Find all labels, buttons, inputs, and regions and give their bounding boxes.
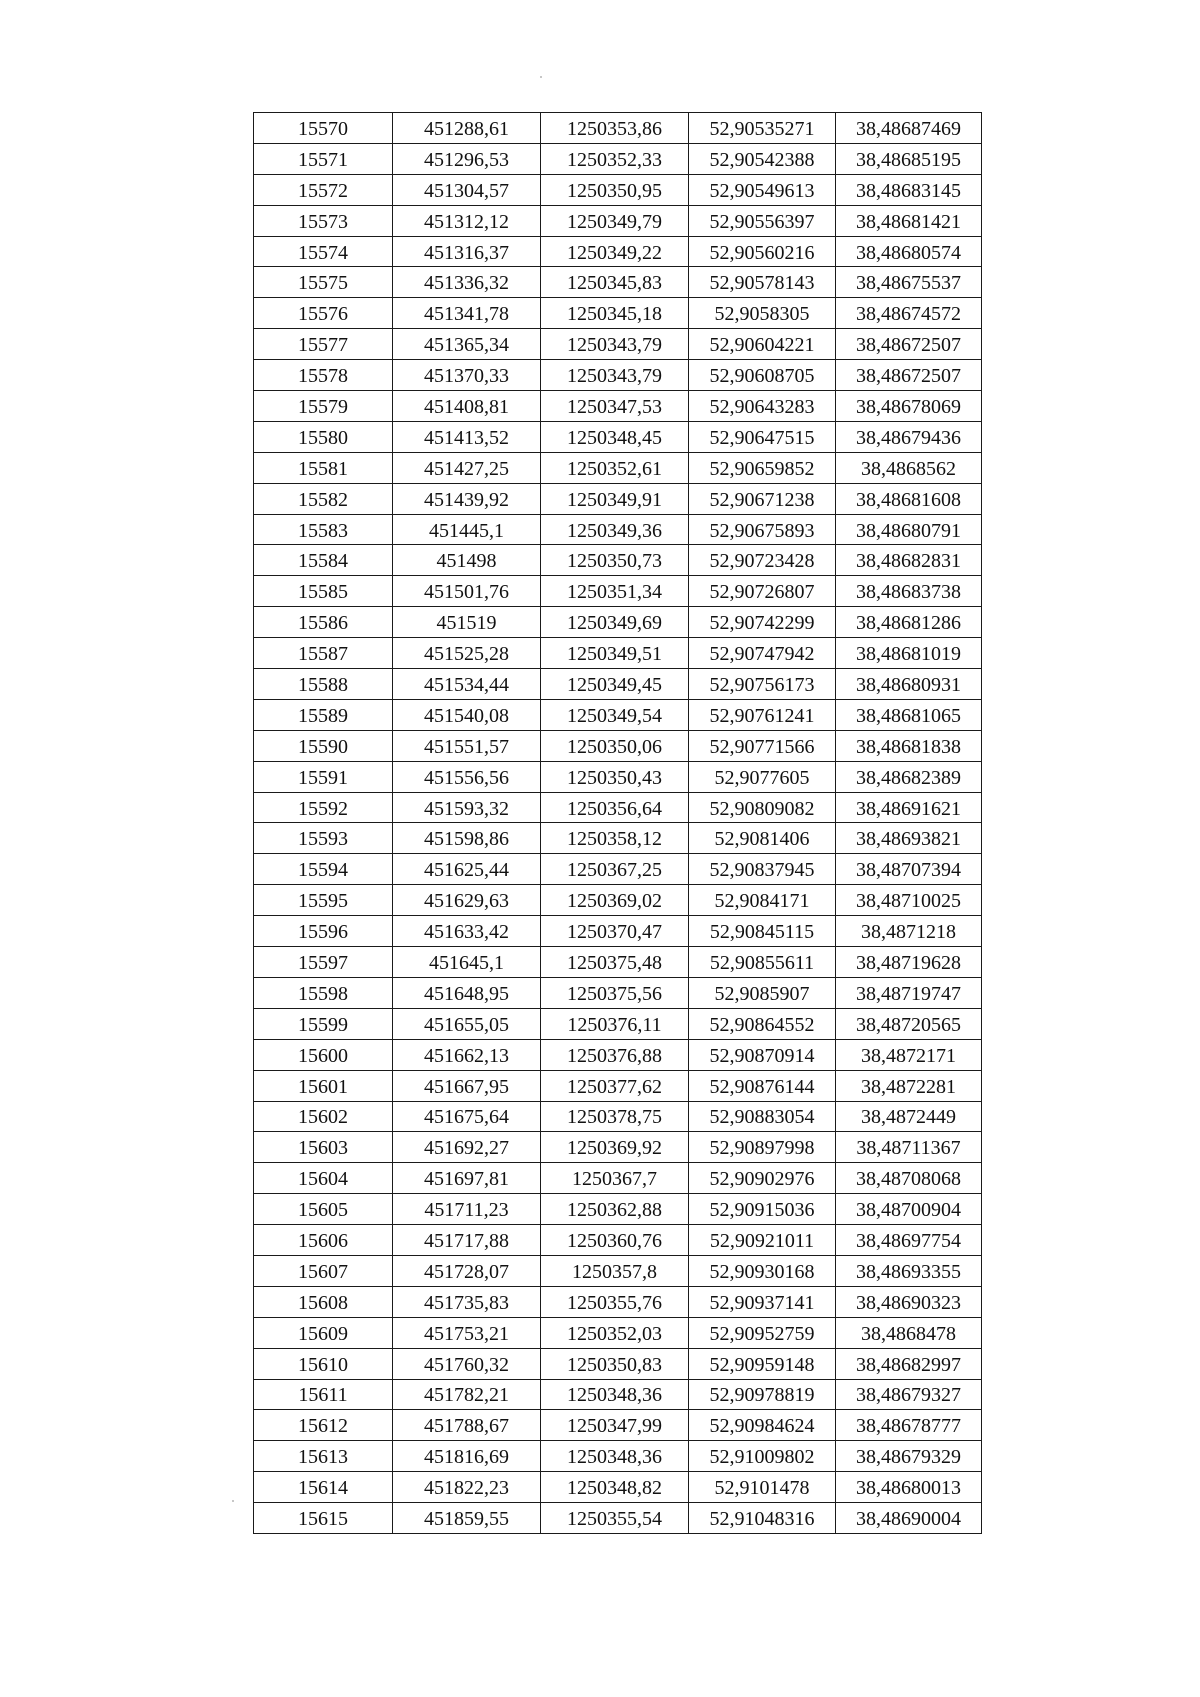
table-cell: 451760,32 xyxy=(393,1348,541,1379)
table-cell: 451296,53 xyxy=(393,143,541,174)
table-cell: 52,91048316 xyxy=(689,1503,836,1534)
table-cell: 1250350,95 xyxy=(541,174,689,205)
table-row xyxy=(254,1441,982,1472)
table-row xyxy=(254,1101,982,1132)
table-cell: 15586 xyxy=(254,607,393,638)
table-cell: 52,90747942 xyxy=(689,638,836,669)
table-row xyxy=(254,236,982,267)
table-cell: 38,48680013 xyxy=(836,1472,982,1503)
table-cell: 451697,81 xyxy=(393,1163,541,1194)
table-cell: 451675,64 xyxy=(393,1101,541,1132)
table-cell: 15612 xyxy=(254,1410,393,1441)
table-cell: 1250348,45 xyxy=(541,421,689,452)
table-cell: 451782,21 xyxy=(393,1379,541,1410)
table-cell: 15575 xyxy=(254,267,393,298)
table-row xyxy=(254,638,982,669)
table-cell: 38,48682997 xyxy=(836,1348,982,1379)
table-cell: 451753,21 xyxy=(393,1317,541,1348)
table-cell: 38,48683145 xyxy=(836,174,982,205)
table-cell: 451598,86 xyxy=(393,823,541,854)
table-cell: 38,48710025 xyxy=(836,885,982,916)
table-row xyxy=(254,576,982,607)
table-cell: 52,9058305 xyxy=(689,298,836,329)
table-row xyxy=(254,792,982,823)
table-cell: 451427,25 xyxy=(393,452,541,483)
table-cell: 38,48680931 xyxy=(836,669,982,700)
table-cell: 15597 xyxy=(254,947,393,978)
table-cell: 38,48682831 xyxy=(836,545,982,576)
table-row xyxy=(254,1317,982,1348)
table-cell: 1250350,43 xyxy=(541,761,689,792)
table-cell: 451341,78 xyxy=(393,298,541,329)
table-cell: 52,90549613 xyxy=(689,174,836,205)
table-cell: 38,48719628 xyxy=(836,947,982,978)
table-cell: 52,90984624 xyxy=(689,1410,836,1441)
table-cell: 1250367,7 xyxy=(541,1163,689,1194)
table-cell: 38,4872281 xyxy=(836,1070,982,1101)
scan-speck xyxy=(540,76,542,78)
table-cell: 1250376,88 xyxy=(541,1039,689,1070)
table-cell: 15599 xyxy=(254,1008,393,1039)
table-cell: 15600 xyxy=(254,1039,393,1070)
table-cell: 38,48700904 xyxy=(836,1194,982,1225)
table-cell: 15592 xyxy=(254,792,393,823)
table-row xyxy=(254,761,982,792)
table-cell: 451717,88 xyxy=(393,1225,541,1256)
table-cell: 451655,05 xyxy=(393,1008,541,1039)
table-cell: 451788,67 xyxy=(393,1410,541,1441)
table-cell: 52,90809082 xyxy=(689,792,836,823)
table-cell: 38,4872171 xyxy=(836,1039,982,1070)
table-cell: 15574 xyxy=(254,236,393,267)
table-cell: 15615 xyxy=(254,1503,393,1534)
table-cell: 1250347,53 xyxy=(541,391,689,422)
table-cell: 451735,83 xyxy=(393,1286,541,1317)
table-cell: 52,90771566 xyxy=(689,730,836,761)
table-cell: 15582 xyxy=(254,483,393,514)
table-cell: 1250378,75 xyxy=(541,1101,689,1132)
table-cell: 52,90643283 xyxy=(689,391,836,422)
table-cell: 451648,95 xyxy=(393,977,541,1008)
table-cell: 15614 xyxy=(254,1472,393,1503)
table-cell: 15611 xyxy=(254,1379,393,1410)
table-cell: 15593 xyxy=(254,823,393,854)
table-cell: 451365,34 xyxy=(393,329,541,360)
table-cell: 38,48682389 xyxy=(836,761,982,792)
table-row xyxy=(254,947,982,978)
table-cell: 38,48679327 xyxy=(836,1379,982,1410)
table-cell: 38,48687469 xyxy=(836,113,982,144)
table-row xyxy=(254,1472,982,1503)
table-cell: 15571 xyxy=(254,143,393,174)
table-cell: 52,90876144 xyxy=(689,1070,836,1101)
table-cell: 15605 xyxy=(254,1194,393,1225)
table-cell: 451439,92 xyxy=(393,483,541,514)
table-row xyxy=(254,1286,982,1317)
table-cell: 451312,12 xyxy=(393,205,541,236)
table-cell: 451525,28 xyxy=(393,638,541,669)
table-cell: 38,48674572 xyxy=(836,298,982,329)
table-cell: 451816,69 xyxy=(393,1441,541,1472)
table-cell: 1250352,33 xyxy=(541,143,689,174)
table-cell: 15580 xyxy=(254,421,393,452)
table-cell: 38,48681838 xyxy=(836,730,982,761)
table-cell: 52,90723428 xyxy=(689,545,836,576)
table-row xyxy=(254,174,982,205)
table-cell: 15603 xyxy=(254,1132,393,1163)
table-cell: 38,48679436 xyxy=(836,421,982,452)
table-cell: 15585 xyxy=(254,576,393,607)
table-cell: 38,48693355 xyxy=(836,1255,982,1286)
table-row xyxy=(254,885,982,916)
table-cell: 1250357,8 xyxy=(541,1255,689,1286)
table-cell: 1250360,76 xyxy=(541,1225,689,1256)
table-row xyxy=(254,669,982,700)
table-row xyxy=(254,1410,982,1441)
table-cell: 38,48685195 xyxy=(836,143,982,174)
table-row xyxy=(254,730,982,761)
table-cell: 52,90542388 xyxy=(689,143,836,174)
table-row xyxy=(254,1379,982,1410)
table-row xyxy=(254,514,982,545)
table-cell: 15596 xyxy=(254,916,393,947)
table-row xyxy=(254,1132,982,1163)
table-cell: 52,90952759 xyxy=(689,1317,836,1348)
table-cell: 52,90864552 xyxy=(689,1008,836,1039)
table-cell: 38,48672507 xyxy=(836,360,982,391)
table-cell: 1250343,79 xyxy=(541,360,689,391)
table-row xyxy=(254,143,982,174)
table-cell: 38,48679329 xyxy=(836,1441,982,1472)
table-cell: 451556,56 xyxy=(393,761,541,792)
table-cell: 1250375,56 xyxy=(541,977,689,1008)
table-cell: 15598 xyxy=(254,977,393,1008)
table-row xyxy=(254,977,982,1008)
table-row xyxy=(254,1163,982,1194)
table-cell: 52,9084171 xyxy=(689,885,836,916)
table-cell: 38,48681065 xyxy=(836,699,982,730)
table-cell: 451534,44 xyxy=(393,669,541,700)
coordinates-table xyxy=(253,112,982,1534)
table-cell: 15610 xyxy=(254,1348,393,1379)
table-cell: 451625,44 xyxy=(393,854,541,885)
table-cell: 1250345,83 xyxy=(541,267,689,298)
table-cell: 15590 xyxy=(254,730,393,761)
table-cell: 451413,52 xyxy=(393,421,541,452)
table-cell: 15577 xyxy=(254,329,393,360)
table-cell: 451667,95 xyxy=(393,1070,541,1101)
table-cell: 38,4868562 xyxy=(836,452,982,483)
table-cell: 52,90845115 xyxy=(689,916,836,947)
table-cell: 1250349,79 xyxy=(541,205,689,236)
table-cell: 52,90870914 xyxy=(689,1039,836,1070)
table-cell: 52,90756173 xyxy=(689,669,836,700)
table-row xyxy=(254,391,982,422)
table-row xyxy=(254,607,982,638)
table-cell: 1250377,62 xyxy=(541,1070,689,1101)
table-cell: 38,4872449 xyxy=(836,1101,982,1132)
table-cell: 38,48675537 xyxy=(836,267,982,298)
table-cell: 1250348,36 xyxy=(541,1441,689,1472)
table-cell: 52,90761241 xyxy=(689,699,836,730)
table-cell: 451498 xyxy=(393,545,541,576)
table-row xyxy=(254,205,982,236)
table-cell: 1250376,11 xyxy=(541,1008,689,1039)
table-cell: 38,48711367 xyxy=(836,1132,982,1163)
table-cell: 1250343,79 xyxy=(541,329,689,360)
table-cell: 52,9101478 xyxy=(689,1472,836,1503)
table-row xyxy=(254,1008,982,1039)
table-cell: 38,48681019 xyxy=(836,638,982,669)
table-cell: 52,90897998 xyxy=(689,1132,836,1163)
table-cell: 15589 xyxy=(254,699,393,730)
table-cell: 451633,42 xyxy=(393,916,541,947)
table-cell: 1250369,02 xyxy=(541,885,689,916)
table-cell: 1250352,03 xyxy=(541,1317,689,1348)
table-cell: 1250355,76 xyxy=(541,1286,689,1317)
table-cell: 52,90659852 xyxy=(689,452,836,483)
table-cell: 15578 xyxy=(254,360,393,391)
table-cell: 38,48690323 xyxy=(836,1286,982,1317)
table-cell: 1250358,12 xyxy=(541,823,689,854)
table-row xyxy=(254,699,982,730)
table-cell: 451316,37 xyxy=(393,236,541,267)
table-cell: 451519 xyxy=(393,607,541,638)
table-cell: 52,90978819 xyxy=(689,1379,836,1410)
table-cell: 1250349,69 xyxy=(541,607,689,638)
table-cell: 1250348,82 xyxy=(541,1472,689,1503)
table-cell: 15608 xyxy=(254,1286,393,1317)
table-cell: 52,90671238 xyxy=(689,483,836,514)
table-row xyxy=(254,483,982,514)
table-cell: 451728,07 xyxy=(393,1255,541,1286)
table-cell: 451662,13 xyxy=(393,1039,541,1070)
table-cell: 38,48680574 xyxy=(836,236,982,267)
table-row xyxy=(254,267,982,298)
table-cell: 1250349,54 xyxy=(541,699,689,730)
table-cell: 15613 xyxy=(254,1441,393,1472)
table-cell: 451645,1 xyxy=(393,947,541,978)
table-cell: 38,48691621 xyxy=(836,792,982,823)
table-cell: 451540,08 xyxy=(393,699,541,730)
table-body xyxy=(254,113,982,1534)
table-cell: 38,48719747 xyxy=(836,977,982,1008)
table-cell: 1250355,54 xyxy=(541,1503,689,1534)
table-cell: 1250349,36 xyxy=(541,514,689,545)
table-cell: 1250352,61 xyxy=(541,452,689,483)
table-cell: 52,90921011 xyxy=(689,1225,836,1256)
table-cell: 15594 xyxy=(254,854,393,885)
table-cell: 1250349,45 xyxy=(541,669,689,700)
table-cell: 451408,81 xyxy=(393,391,541,422)
table-cell: 15609 xyxy=(254,1317,393,1348)
table-cell: 52,90915036 xyxy=(689,1194,836,1225)
table-cell: 1250345,18 xyxy=(541,298,689,329)
table-cell: 1250370,47 xyxy=(541,916,689,947)
table-row xyxy=(254,545,982,576)
table-cell: 1250349,91 xyxy=(541,483,689,514)
table-cell: 451822,23 xyxy=(393,1472,541,1503)
table-cell: 15584 xyxy=(254,545,393,576)
table-row xyxy=(254,823,982,854)
table-cell: 451859,55 xyxy=(393,1503,541,1534)
table-cell: 1250353,86 xyxy=(541,113,689,144)
table-cell: 38,48678777 xyxy=(836,1410,982,1441)
table-cell: 1250375,48 xyxy=(541,947,689,978)
table-cell: 1250369,92 xyxy=(541,1132,689,1163)
table-cell: 38,48681421 xyxy=(836,205,982,236)
table-cell: 38,48678069 xyxy=(836,391,982,422)
table-cell: 15581 xyxy=(254,452,393,483)
table-cell: 15573 xyxy=(254,205,393,236)
table-cell: 1250348,36 xyxy=(541,1379,689,1410)
table-cell: 451692,27 xyxy=(393,1132,541,1163)
table-cell: 52,90930168 xyxy=(689,1255,836,1286)
table-cell: 1250351,34 xyxy=(541,576,689,607)
table-cell: 52,90604221 xyxy=(689,329,836,360)
table-cell: 15591 xyxy=(254,761,393,792)
table-cell: 451593,32 xyxy=(393,792,541,823)
table-cell: 15604 xyxy=(254,1163,393,1194)
table-row xyxy=(254,1255,982,1286)
table-row xyxy=(254,1039,982,1070)
table-cell: 38,48708068 xyxy=(836,1163,982,1194)
table-cell: 52,90837945 xyxy=(689,854,836,885)
table-row xyxy=(254,1503,982,1534)
table-cell: 52,90675893 xyxy=(689,514,836,545)
table-cell: 52,90556397 xyxy=(689,205,836,236)
table-row xyxy=(254,1070,982,1101)
table-cell: 15579 xyxy=(254,391,393,422)
table-cell: 52,91009802 xyxy=(689,1441,836,1472)
table-cell: 451629,63 xyxy=(393,885,541,916)
table-cell: 52,90883054 xyxy=(689,1101,836,1132)
table-cell: 1250349,22 xyxy=(541,236,689,267)
table-row xyxy=(254,113,982,144)
table-row xyxy=(254,452,982,483)
table-cell: 15588 xyxy=(254,669,393,700)
table-cell: 451551,57 xyxy=(393,730,541,761)
table-cell: 451336,32 xyxy=(393,267,541,298)
table-cell: 15606 xyxy=(254,1225,393,1256)
table-row xyxy=(254,360,982,391)
table-cell: 15595 xyxy=(254,885,393,916)
table-row xyxy=(254,1194,982,1225)
table-cell: 1250362,88 xyxy=(541,1194,689,1225)
table-cell: 52,90647515 xyxy=(689,421,836,452)
table-cell: 52,90937141 xyxy=(689,1286,836,1317)
table-cell: 38,48681286 xyxy=(836,607,982,638)
table-cell: 15601 xyxy=(254,1070,393,1101)
table-cell: 52,90726807 xyxy=(689,576,836,607)
table-cell: 1250349,51 xyxy=(541,638,689,669)
table-cell: 52,90855611 xyxy=(689,947,836,978)
table-cell: 15602 xyxy=(254,1101,393,1132)
scan-speck xyxy=(232,1500,234,1502)
table-cell: 38,48680791 xyxy=(836,514,982,545)
table-cell: 38,48707394 xyxy=(836,854,982,885)
table-cell: 1250367,25 xyxy=(541,854,689,885)
table-cell: 52,9085907 xyxy=(689,977,836,1008)
table-row xyxy=(254,1348,982,1379)
table-cell: 52,90578143 xyxy=(689,267,836,298)
table-cell: 15570 xyxy=(254,113,393,144)
table-cell: 451711,23 xyxy=(393,1194,541,1225)
table-cell: 15576 xyxy=(254,298,393,329)
table-cell: 52,9081406 xyxy=(689,823,836,854)
table-cell: 1250350,83 xyxy=(541,1348,689,1379)
table-row xyxy=(254,421,982,452)
table-cell: 1250350,73 xyxy=(541,545,689,576)
table-cell: 15572 xyxy=(254,174,393,205)
table-row xyxy=(254,916,982,947)
table-cell: 38,48681608 xyxy=(836,483,982,514)
table-cell: 451370,33 xyxy=(393,360,541,391)
table-cell: 38,48693821 xyxy=(836,823,982,854)
table-cell: 15583 xyxy=(254,514,393,545)
table-cell: 451501,76 xyxy=(393,576,541,607)
table-row xyxy=(254,329,982,360)
table-cell: 38,48683738 xyxy=(836,576,982,607)
table-row xyxy=(254,1225,982,1256)
table-cell: 38,48697754 xyxy=(836,1225,982,1256)
table-cell: 52,90742299 xyxy=(689,607,836,638)
table-cell: 52,90560216 xyxy=(689,236,836,267)
table-cell: 451445,1 xyxy=(393,514,541,545)
table-cell: 1250347,99 xyxy=(541,1410,689,1441)
table-row xyxy=(254,298,982,329)
table-cell: 38,48672507 xyxy=(836,329,982,360)
table-cell: 38,48720565 xyxy=(836,1008,982,1039)
table-cell: 52,90959148 xyxy=(689,1348,836,1379)
table-cell: 52,90902976 xyxy=(689,1163,836,1194)
table-cell: 38,48690004 xyxy=(836,1503,982,1534)
table-cell: 1250350,06 xyxy=(541,730,689,761)
table-cell: 15587 xyxy=(254,638,393,669)
table-cell: 451288,61 xyxy=(393,113,541,144)
table-row xyxy=(254,854,982,885)
table-cell: 52,90535271 xyxy=(689,113,836,144)
table-cell: 15607 xyxy=(254,1255,393,1286)
table-cell: 52,9077605 xyxy=(689,761,836,792)
table-cell: 1250356,64 xyxy=(541,792,689,823)
table-cell: 38,4871218 xyxy=(836,916,982,947)
table-cell: 38,4868478 xyxy=(836,1317,982,1348)
table-cell: 52,90608705 xyxy=(689,360,836,391)
table-cell: 451304,57 xyxy=(393,174,541,205)
